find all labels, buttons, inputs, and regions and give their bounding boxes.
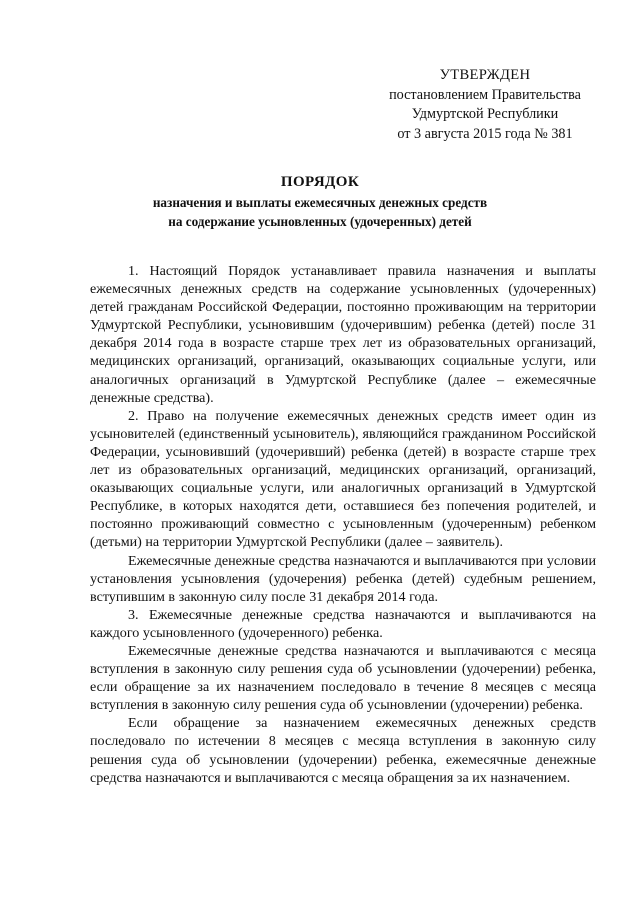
approval-line-1: постановлением Правительства [389,86,581,103]
approval-stamp [370,66,600,144]
paragraph-4: 3. Ежемесячные денежные средства назначаются и выплачиваются на каждого усыновленного (удочеренного) ребенка. [90,606,596,641]
paragraph-5: Ежемесячные денежные средства назначаются и выплачиваются с месяца вступления в законную силу решения суда об усыновлении (удочерении) ребенка, если обращение за их назначением последовало в течение 8 месяцев с месяца вступления в законную силу решения суда об усыновлении (удочерении) ребенка. [90,642,596,714]
paragraph-2: 2. Право на получение ежемесячных денежных средств имеет один из усыновителей (единственный усыновитель), являющийся гражданином Российской Федерации, усыновивший (удочеривший) ребенка (детей) в возрасте старше трех лет из образовательных организаций, медицинских организаций, организаций, оказывающих социальные услуги, или аналогичных организаций в Удмуртской Республике, в которых находятся дети, оставшиеся без попечения родителей, и постоянно проживающий совместно с усыновленным (удочеренным) ребенком (детьми) на территории Удмуртской Республики (далее – заявитель). [90,407,596,551]
approval-line-3: от 3 августа 2015 года № 381 [397,125,573,142]
document-subtitle-line-2: на содержание усыновленных (удочеренных) детей [168,214,472,229]
approval-title: УТВЕРЖДЕН [439,67,531,83]
paragraph-6: Если обращение за назначением ежемесячных денежных средств последовало по истечении 8 месяцев с месяца вступления в законную силу решения суда об усыновлении (удочерении) ребенка, ежемесячные денежные средства назначаются и выплачиваются с месяца обращения за их назначением. [90,715,596,786]
paragraph-1: 1. Настоящий Порядок устанавливает правила назначения и выплаты ежемесячных денежных средств на содержание усыновленных (удочеренных) детей гражданам Российской Федерации, постоянно проживающим на территории Удмуртской Республики, усыновившим (удочерившим) ребенка (детей) после 31 декабря 2014 года в возрасте старше трех лет из образовательных организаций, медицинских организаций, организаций, оказывающих социальные услуги, или аналогичных организаций в Удмуртской Республике (далее – ежемесячные денежные средства). [90,263,596,406]
approval-line-2: Удмуртской Республики [411,106,559,122]
document-body [90,262,596,787]
document-heading [90,172,550,231]
document-title: ПОРЯДОК [280,174,360,190]
paragraph-3: Ежемесячные денежные средства назначаются и выплачиваются при условии установления усыновления (удочерения) ребенка (детей) судебным решением, вступившим в законную силу после 31 декабря 2014 года. [90,552,596,605]
document-subtitle-line-1: назначения и выплаты ежемесячных денежных средств [152,195,488,210]
